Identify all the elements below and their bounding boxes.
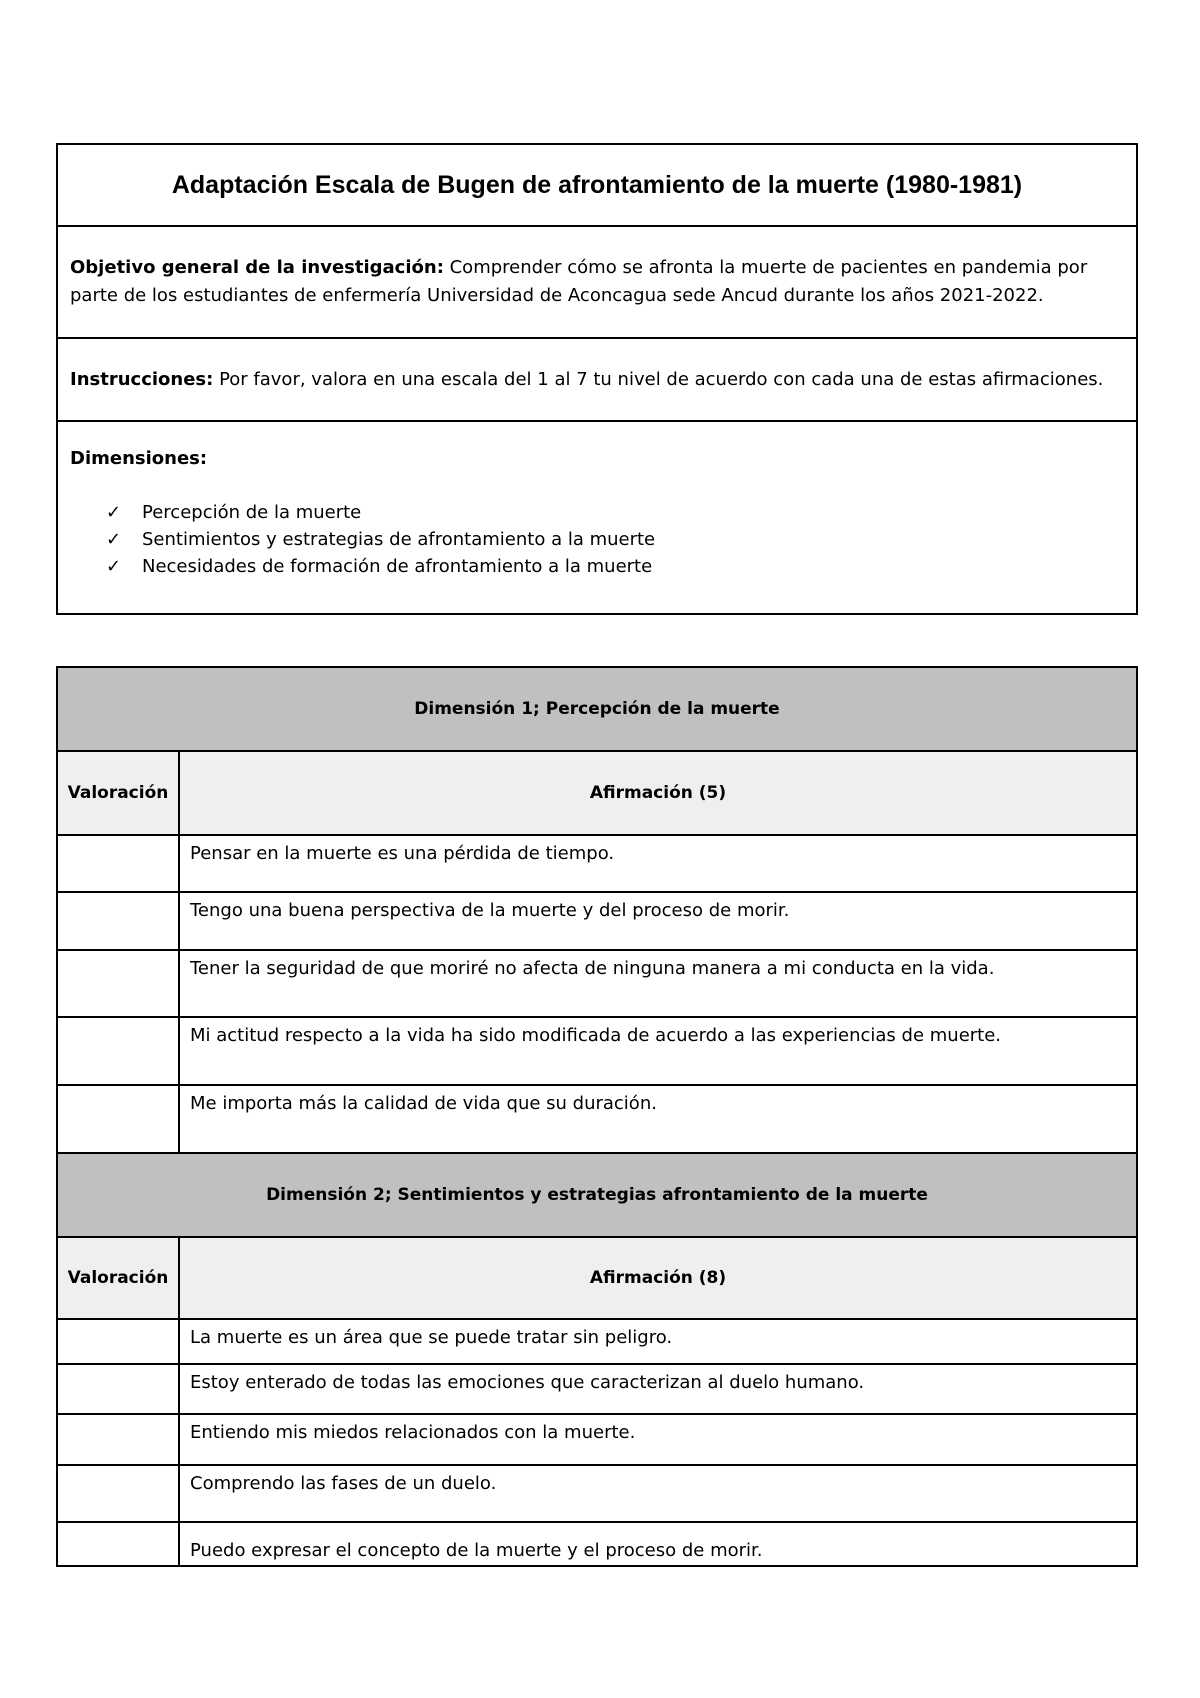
rating-cell[interactable] [57,1017,179,1085]
list-item [106,553,1124,580]
dimension-label: Percepción de la muerte [142,502,362,523]
instructions-paragraph [70,369,1103,390]
statement-cell: Pensar en la muerte es una pérdida de tiempo. [179,835,1137,892]
statement-cell: La muerte es un área que se puede tratar sin peligro. [179,1319,1137,1364]
instructions-label: Instrucciones: [70,369,214,390]
table-row [57,1085,1137,1153]
table-row [57,892,1137,950]
rating-cell[interactable] [57,835,179,892]
dimension-2-title: Dimensión 2; Sentimientos y estrategias afrontamiento de la muerte [57,1153,1137,1237]
list-item [106,526,1124,553]
table-row [57,1522,1137,1566]
check-icon: ✓ [106,529,122,550]
table-row [57,1465,1137,1522]
table-row [57,1017,1137,1085]
dimensions-list [70,499,1124,580]
check-icon: ✓ [106,502,122,523]
check-icon: ✓ [106,556,122,577]
afirmacion-header: Afirmación (5) [179,751,1137,835]
instructions-text: Por favor, valora en una escala del 1 al 7 tu nivel de acuerdo con cada una de estas afirmaciones. [213,369,1104,390]
dimension-label: Necesidades de formación de afrontamiento a la muerte [142,556,653,577]
statement-cell: Tener la seguridad de que moriré no afecta de ninguna manera a mi conducta en la vida. [179,950,1137,1017]
statement-cell: Estoy enterado de todas las emociones que caracterizan al duelo humano. [179,1364,1137,1414]
rating-cell[interactable] [57,892,179,950]
objective-section [58,227,1136,339]
info-box [56,143,1138,615]
table-row [57,950,1137,1017]
dimension-label: Sentimientos y estrategias de afrontamiento a la muerte [142,529,656,550]
statement-cell: Puedo expresar el concepto de la muerte y el proceso de morir. [179,1522,1137,1566]
objective-label: Objetivo general de la investigación: [70,257,444,278]
scale-table [56,666,1138,1567]
statement-cell: Tengo una buena perspectiva de la muerte y del proceso de morir. [179,892,1137,950]
statement-cell: Entiendo mis miedos relacionados con la muerte. [179,1414,1137,1465]
dimension-header-row [57,667,1137,751]
instructions-section [58,339,1136,422]
column-header-row [57,1237,1137,1319]
column-header-row [57,751,1137,835]
statement-cell: Comprendo las fases de un duelo. [179,1465,1137,1522]
dimension-1-title: Dimensión 1; Percepción de la muerte [57,667,1137,751]
document-title: Adaptación Escala de Bugen de afrontamiento de la muerte (1980-1981) [58,145,1136,227]
afirmacion-header: Afirmación (8) [179,1237,1137,1319]
table-row [57,1364,1137,1414]
valoracion-header: Valoración [57,751,179,835]
rating-cell[interactable] [57,1465,179,1522]
rating-cell[interactable] [57,1414,179,1465]
rating-cell[interactable] [57,1319,179,1364]
dimensions-section [58,422,1136,613]
rating-cell[interactable] [57,1364,179,1414]
valoracion-header: Valoración [57,1237,179,1319]
objective-paragraph [70,254,1124,310]
rating-cell[interactable] [57,950,179,1017]
dimension-header-row [57,1153,1137,1237]
table-row [57,835,1137,892]
statement-cell: Me importa más la calidad de vida que su duración. [179,1085,1137,1153]
objective-text: Comprender cómo se afronta la muerte de pacientes en pandemia por parte de los estudiantes de enfermería Universidad de Aconcagua sede Ancud durante los años 2021-2022. [70,257,1088,306]
rating-cell[interactable] [57,1085,179,1153]
dimensions-label: Dimensiones: [70,448,208,469]
list-item [106,499,1124,526]
statement-cell: Mi actitud respecto a la vida ha sido modificada de acuerdo a las experiencias de muerte. [179,1017,1137,1085]
table-row [57,1414,1137,1465]
rating-cell[interactable] [57,1522,179,1566]
table-row [57,1319,1137,1364]
